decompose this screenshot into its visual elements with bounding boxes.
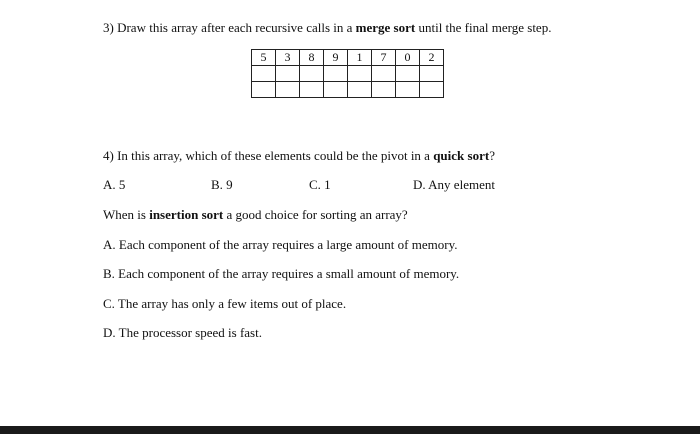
- empty-cell: [300, 82, 324, 98]
- q4-option-c: C. 1: [309, 177, 331, 192]
- array-cell: 3: [276, 50, 300, 66]
- empty-cell: [420, 82, 444, 98]
- q5-option-a: A. Each component of the array requires a large amount of memory.: [103, 237, 458, 252]
- array-cell: 0: [396, 50, 420, 66]
- question-3-text: [103, 20, 551, 36]
- array-row-empty: [252, 66, 444, 82]
- q4-option-a: A. 5: [103, 177, 126, 192]
- empty-cell: [396, 82, 420, 98]
- empty-cell: [324, 66, 348, 82]
- q3-prefix: 3) Draw this array after each recursive calls in a: [103, 20, 356, 35]
- empty-cell: [252, 82, 276, 98]
- q5-bold-term: insertion sort: [149, 207, 224, 222]
- q3-suffix: until the final merge step.: [415, 20, 552, 35]
- q5-option-b: B. Each component of the array requires a small amount of memory.: [103, 266, 460, 281]
- q4-prefix: 4) In this array, which of these elements could be the pivot in a: [103, 148, 434, 163]
- empty-cell: [348, 82, 372, 98]
- bottom-border-bar: [0, 426, 700, 434]
- q4-suffix: ?: [489, 148, 495, 163]
- empty-cell: [348, 66, 372, 82]
- empty-cell: [252, 66, 276, 82]
- array-cell: 9: [324, 50, 348, 66]
- q5-prefix: When is: [103, 207, 150, 222]
- empty-cell: [420, 66, 444, 82]
- empty-cell: [372, 82, 396, 98]
- empty-cell: [372, 66, 396, 82]
- empty-cell: [300, 66, 324, 82]
- q4-option-b: B. 9: [211, 177, 233, 192]
- q5-option-d: D. The processor speed is fast.: [103, 325, 262, 340]
- q4-option-d: D. Any element: [413, 177, 495, 192]
- q5-option-c: C. The array has only a few items out of place.: [103, 296, 347, 311]
- array-cell: 5: [252, 50, 276, 66]
- empty-cell: [324, 82, 348, 98]
- q3-bold-term: merge sort: [355, 20, 416, 35]
- merge-sort-array-table: [251, 49, 444, 98]
- q5-suffix: a good choice for sorting an array?: [223, 207, 408, 222]
- empty-cell: [276, 66, 300, 82]
- array-cell: 8: [300, 50, 324, 66]
- array-cell: 7: [372, 50, 396, 66]
- empty-cell: [276, 82, 300, 98]
- question-4-text: [103, 148, 495, 164]
- q4-bold-term: quick sort: [433, 148, 490, 163]
- array-row-empty: [252, 82, 444, 98]
- array-cell: 2: [420, 50, 444, 66]
- question-5-text: [103, 207, 408, 223]
- empty-cell: [396, 66, 420, 82]
- array-cell: 1: [348, 50, 372, 66]
- array-row-values: [252, 50, 444, 66]
